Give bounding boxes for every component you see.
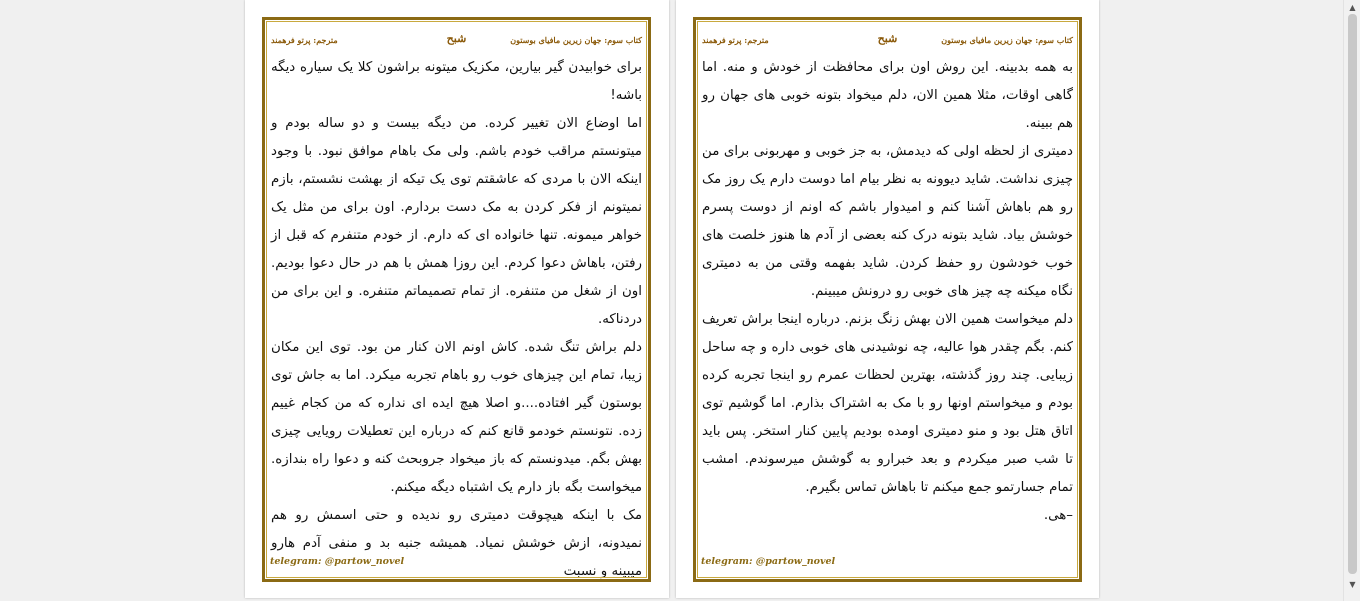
page-footer-telegram: telegram: @partow_novel (701, 556, 836, 567)
page-body (271, 54, 642, 586)
paragraph: به همه بدبینه. این روش اون برای محافظت از خودش و منه. اما گاهی اوقات، مثلا همین الان، دلم میخواد بتونه خوبی های جهان رو هم ببینه. (702, 60, 1073, 131)
header-translator: مترجم: پرتو فرهمند (271, 35, 338, 45)
paragraph: اما اوضاع الان تغییر کرده. من دیگه بیست و دو ساله بودم و میتونستم مراقب خودم باشم. ولی مک باهام موافق نبود. با وجود اینکه الان با مردی که عاشقتم توی یک تیکه از بهشت نشستم، بازم نمیتونم از فکر کردن به مک دست بردارم. اون برای من مثل یک خواهر میمونه. تنها خانواده ای که دارم. از خودم متنفرم که قبل از رفتن، باهاش دعوا کردم. این روزا همش با هم در حال دعوا بودیم. اون از شغل من متنفره. از تمام تصمیماتم متنفره. و این برای من دردناکه. (271, 116, 642, 327)
page-header (271, 32, 642, 46)
page-header (702, 32, 1073, 46)
header-book-title: کتاب سوم: جهان زیرین مافیای بوستون (510, 35, 642, 45)
scroll-down-arrow-icon[interactable]: ▼ (1349, 580, 1356, 589)
vertical-scrollbar[interactable] (1343, 0, 1360, 601)
page-left (245, 0, 669, 598)
page-border (262, 17, 651, 582)
page-body (702, 54, 1073, 530)
paragraph: دلم میخواست همین الان بهش زنگ بزنم. درباره اینجا براش تعریف کنم. بگم چقدر هوا عالیه، چه نوشیدنی های خوبی داره و چه ساحل زیبایی. چند روز گذشته، بهترین لحظات عمرم رو اینجا تجربه کرده بودم و میخواستم اونها رو با مک به اشتراک بذارم. اما گوشیم توی اتاق هتل بود و منو دمیتری اومده بودیم پایین کنار استخر. پس باید تا شب صبر میکردم و بعد خبرارو به گوشش میرسوندم. امشب تمام جسارتمو جمع میکنم تا باهاش تماس بگیرم. (702, 312, 1073, 495)
page-border (693, 17, 1082, 582)
header-translator: مترجم: پرتو فرهمند (702, 35, 769, 45)
header-book-title: کتاب سوم: جهان زیرین مافیای بوستون (941, 35, 1073, 45)
header-novel-title: شبح (446, 32, 467, 45)
page-footer-telegram: telegram: @partow_novel (270, 556, 405, 567)
page-right (676, 0, 1099, 598)
scroll-up-arrow-icon[interactable]: ▲ (1349, 3, 1356, 12)
paragraph: –هی. (1043, 508, 1073, 523)
paragraph: مک با اینکه هیچوقت دمیتری رو ندیده و حتی اسمش رو هم نمیدونه، ازش خوشش نمیاد. همیشه جنبه بد و منفی آدم هارو میبینه و نسبت (271, 508, 642, 579)
paragraph: دلم براش تنگ شده. کاش اونم الان کنار من بود. توی این مکان زیبا، تمام این چیزهای خوب رو باهام تجربه میکرد. اما به جاش توی بوستون گیر افتاده....و اصلا هیچ ایده ای نداره که من کجام غییم زده. نتونستم خودمو قانع کنم که درباره این تعطیلات رویایی چیزی بهش بگم. میدونستم که باز میخواد جروبحث کنه و دعوا راه بندازه. میخواست بگه باز دارم یک اشتباه دیگه میکنم. (271, 340, 642, 495)
header-novel-title: شبح (877, 32, 898, 45)
scroll-thumb[interactable] (1348, 14, 1357, 574)
paragraph: برای خوابیدن گیر بیارین، مکزیک میتونه براشون کلا یک سیاره دیگه باشه! (271, 60, 642, 103)
paragraph: دمیتری از لحظه اولی که دیدمش، به جز خوبی و مهربونی برای من چیزی نداشت. شاید دیوونه به نظر بیام اما دوست دارم یک روز مک رو هم باهاش آشنا کنم و امیدوار باشم که اونم از دوست پسرم خوشش بیاد. شاید بتونه درک کنه بعضی از آدم ها هنوز خلصت های خوب خودشون رو حفظ کردن. شاید بفهمه وقتی من به دمیتری نگاه میکنه چه چیز های خوبی رو درونش میبینم. (702, 144, 1073, 299)
